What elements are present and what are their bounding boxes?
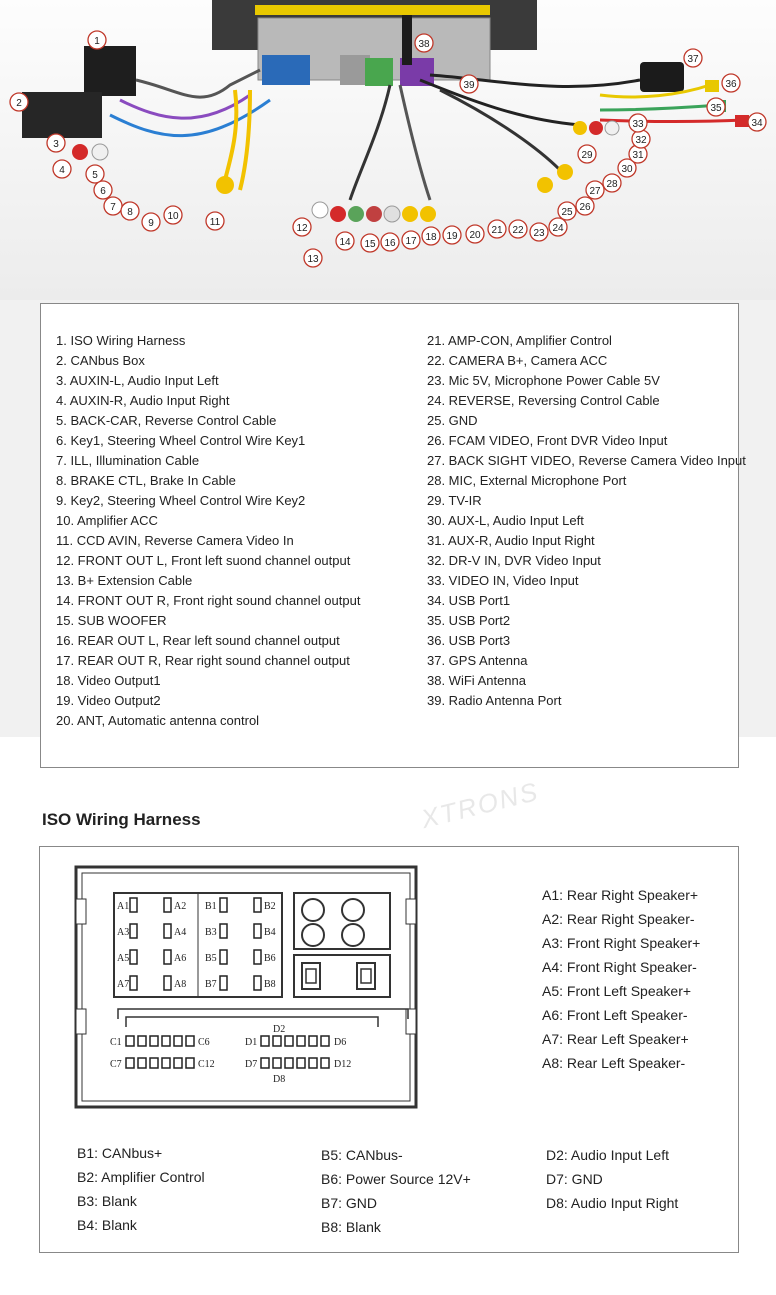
- legend-item: 19. Video Output2: [56, 693, 161, 708]
- pin-label: D8: [273, 1074, 286, 1085]
- pin-description: A4: Front Right Speaker-: [542, 959, 697, 975]
- legend-item: 3. AUXIN-L, Audio Input Left: [56, 373, 219, 388]
- svg-text:6: 6: [100, 186, 106, 197]
- svg-text:34: 34: [751, 118, 763, 129]
- legend-item: 2. CANbus Box: [56, 353, 145, 368]
- svg-text:24: 24: [552, 223, 564, 234]
- svg-text:14: 14: [339, 237, 351, 248]
- pin-label: B6: [264, 953, 276, 964]
- legend-item: 23. Mic 5V, Microphone Power Cable 5V: [427, 373, 660, 388]
- callout-37: [684, 49, 702, 67]
- legend-item: 20. ANT, Automatic antenna control: [56, 713, 260, 728]
- svg-text:10: 10: [167, 211, 179, 222]
- pin-description: B1: CANbus+: [77, 1145, 163, 1161]
- pin-label: A5: [117, 953, 130, 964]
- svg-text:21: 21: [491, 225, 503, 236]
- svg-text:18: 18: [425, 232, 437, 243]
- callout-38: [415, 34, 433, 52]
- svg-text:15: 15: [364, 239, 376, 250]
- legend-item: 34. USB Port1: [427, 593, 511, 608]
- callout-32: [632, 130, 650, 148]
- svg-text:12: 12: [296, 223, 308, 234]
- svg-text:20: 20: [469, 230, 481, 241]
- pin-label: A8: [174, 979, 187, 990]
- callout-24: [549, 218, 567, 236]
- legend-item: 33. VIDEO IN, Video Input: [427, 573, 579, 588]
- svg-text:5: 5: [92, 170, 98, 181]
- head-unit: [212, 0, 537, 86]
- callout-29: [578, 145, 596, 163]
- legend-item: 21. AMP-CON, Amplifier Control: [427, 333, 612, 348]
- pin-description: A2: Rear Right Speaker-: [542, 911, 695, 927]
- pin-label: D6: [334, 1037, 347, 1048]
- pin-label: B2: [264, 901, 276, 912]
- watermark: XTRONS: [418, 775, 543, 835]
- callout-39: [460, 75, 478, 93]
- svg-text:3: 3: [53, 139, 59, 150]
- pin-label: C1: [110, 1037, 122, 1048]
- legend-item: 27. BACK SIGHT VIDEO, Reverse Camera Video Input: [427, 453, 746, 468]
- callout-13: [304, 249, 322, 267]
- legend-item: 16. REAR OUT L, Rear left sound channel output: [56, 633, 340, 648]
- svg-text:23: 23: [533, 228, 545, 239]
- svg-text:1: 1: [94, 36, 100, 47]
- legend-item: 13. B+ Extension Cable: [56, 573, 193, 588]
- legend-item: 1. ISO Wiring Harness: [56, 333, 186, 348]
- component-legend: [40, 303, 746, 768]
- svg-text:26: 26: [579, 202, 591, 213]
- svg-text:30: 30: [621, 164, 633, 175]
- legend-item: 25. GND: [427, 413, 478, 428]
- svg-text:29: 29: [581, 150, 593, 161]
- callout-9: [142, 213, 160, 231]
- pin-label: B5: [205, 953, 217, 964]
- callout-25: [558, 202, 576, 220]
- svg-text:38: 38: [418, 39, 430, 50]
- svg-text:31: 31: [632, 150, 644, 161]
- callout-5: [86, 165, 104, 183]
- b-pin-legend-1: [77, 1141, 205, 1237]
- callout-1: [88, 31, 106, 49]
- svg-text:27: 27: [589, 186, 601, 197]
- legend-item: 29. TV-IR: [427, 493, 482, 508]
- svg-text:7: 7: [110, 202, 116, 213]
- pin-description: A8: Rear Left Speaker-: [542, 1055, 686, 1071]
- pin-label: D7: [245, 1059, 258, 1070]
- svg-text:33: 33: [632, 119, 644, 130]
- gps-antenna: [640, 62, 684, 92]
- legend-item: 9. Key2, Steering Wheel Control Wire Key2: [56, 493, 306, 508]
- legend-item: 24. REVERSE, Reversing Control Cable: [427, 393, 660, 408]
- legend-item: 5. BACK-CAR, Reverse Control Cable: [56, 413, 277, 428]
- callout-26: [576, 197, 594, 215]
- callout-6: [94, 181, 112, 199]
- callout-34: [748, 113, 766, 131]
- section-title: ISO Wiring Harness: [42, 810, 201, 829]
- iso-diagram-panel: [39, 846, 739, 1253]
- pin-description: D2: Audio Input Left: [546, 1147, 669, 1163]
- pin-description: A6: Front Left Speaker-: [542, 1007, 688, 1023]
- legend-item: 30. AUX-L, Audio Input Left: [427, 513, 584, 528]
- canbus-box: [22, 92, 102, 138]
- callout-15: [361, 234, 379, 252]
- legend-column-left: [56, 331, 360, 731]
- pin-description: B5: CANbus-: [321, 1147, 403, 1163]
- svg-text:4: 4: [59, 165, 65, 176]
- legend-item: 18. Video Output1: [56, 673, 161, 688]
- pin-label: C6: [198, 1037, 210, 1048]
- svg-text:9: 9: [148, 218, 154, 229]
- pin-description: A5: Front Left Speaker+: [542, 983, 692, 999]
- legend-item: 22. CAMERA B+, Camera ACC: [427, 353, 608, 368]
- callout-12: [293, 218, 311, 236]
- pin-description: B6: Power Source 12V+: [321, 1171, 471, 1187]
- pin-label: B8: [264, 979, 276, 990]
- pin-label: A3: [117, 927, 130, 938]
- svg-text:16: 16: [384, 238, 396, 249]
- legend-item: 8. BRAKE CTL, Brake In Cable: [56, 473, 236, 488]
- legend-item: 26. FCAM VIDEO, Front DVR Video Input: [427, 433, 668, 448]
- callout-36: [722, 74, 740, 92]
- pin-label: B4: [264, 927, 276, 938]
- pin-description: D8: Audio Input Right: [546, 1195, 679, 1211]
- legend-item: 12. FRONT OUT L, Front left suond channel output: [56, 553, 351, 568]
- legend-item: 15. SUB WOOFER: [56, 613, 167, 628]
- wiring-photo: [0, 0, 776, 300]
- legend-item: 36. USB Port3: [427, 633, 511, 648]
- pin-label: D12: [334, 1059, 352, 1070]
- svg-text:8: 8: [127, 207, 133, 218]
- callout-28: [603, 174, 621, 192]
- a-pin-legend: [542, 883, 700, 1075]
- pin-description: A7: Rear Left Speaker+: [542, 1031, 689, 1047]
- callout-17: [402, 231, 420, 249]
- pin-description: D7: GND: [546, 1171, 603, 1187]
- svg-text:19: 19: [446, 231, 458, 242]
- svg-text:2: 2: [16, 98, 22, 109]
- legend-item: 31. AUX-R, Audio Input Right: [427, 533, 595, 548]
- legend-item: 6. Key1, Steering Wheel Control Wire Key1: [56, 433, 306, 448]
- svg-text:28: 28: [606, 179, 618, 190]
- legend-item: 11. CCD AVIN, Reverse Camera Video In: [56, 533, 294, 548]
- pin-label: D1: [245, 1037, 258, 1048]
- pin-label: C7: [110, 1059, 122, 1070]
- svg-text:11: 11: [209, 217, 221, 228]
- pin-description: B7: GND: [321, 1195, 378, 1211]
- legend-item: 7. ILL, Illumination Cable: [56, 453, 200, 468]
- svg-text:17: 17: [405, 236, 417, 247]
- legend-item: 32. DR-V IN, DVR Video Input: [427, 553, 601, 568]
- callout-20: [466, 225, 484, 243]
- callout-23: [530, 223, 548, 241]
- pin-description: A1: Rear Right Speaker+: [542, 887, 699, 903]
- callout-8: [121, 202, 139, 220]
- pin-label: A4: [174, 927, 187, 938]
- svg-text:36: 36: [725, 79, 737, 90]
- callout-33: [629, 114, 647, 132]
- pin-description: B2: Amplifier Control: [77, 1169, 205, 1185]
- pin-label: C12: [198, 1059, 215, 1070]
- legend-item: 17. REAR OUT R, Rear right sound channel output: [56, 653, 350, 668]
- legend-column-right: [427, 331, 746, 711]
- b-pin-legend-2: [321, 1143, 471, 1239]
- rca-plugs: [72, 80, 749, 222]
- callout-22: [509, 220, 527, 238]
- legend-item: 35. USB Port2: [427, 613, 511, 628]
- callout-27: [586, 181, 604, 199]
- harness-illustration: [0, 0, 776, 300]
- iso-harness-box: [84, 46, 136, 96]
- pin-label: A2: [174, 901, 187, 912]
- pin-description: B3: Blank: [77, 1193, 137, 1209]
- legend-item: 4. AUXIN-R, Audio Input Right: [56, 393, 230, 408]
- callout-4: [53, 160, 71, 178]
- pin-description: A3: Front Right Speaker+: [542, 935, 701, 951]
- legend-item: 10. Amplifier ACC: [56, 513, 158, 528]
- svg-text:25: 25: [561, 207, 573, 218]
- pin-label: B1: [205, 901, 217, 912]
- legend-item: 37. GPS Antenna: [427, 653, 528, 668]
- pin-label: A1: [117, 901, 130, 912]
- pin-label: A6: [174, 953, 187, 964]
- svg-text:13: 13: [307, 254, 319, 265]
- legend-item: 39. Radio Antenna Port: [427, 693, 562, 708]
- callout-7: [104, 197, 122, 215]
- pin-label: A7: [117, 979, 130, 990]
- callout-10: [164, 206, 182, 224]
- callout-19: [443, 226, 461, 244]
- iso-connector-diagram: [68, 859, 538, 1119]
- pin-description: B8: Blank: [321, 1219, 381, 1235]
- callout-18: [422, 227, 440, 245]
- svg-text:35: 35: [710, 103, 722, 114]
- legend-item: 28. MIC, External Microphone Port: [427, 473, 627, 488]
- pin-label: D2: [273, 1024, 286, 1035]
- pin-description: B4: Blank: [77, 1217, 137, 1233]
- pin-label: B7: [205, 979, 217, 990]
- svg-text:22: 22: [512, 225, 524, 236]
- callout-3: [47, 134, 65, 152]
- pin-label: B3: [205, 927, 217, 938]
- callout-21: [488, 220, 506, 238]
- callout-16: [381, 233, 399, 251]
- legend-item: 38. WiFi Antenna: [427, 673, 526, 688]
- callout-35: [707, 98, 725, 116]
- d-pin-legend: [546, 1143, 678, 1215]
- legend-item: 14. FRONT OUT R, Front right sound channel output: [56, 593, 361, 608]
- svg-text:37: 37: [687, 54, 699, 65]
- svg-text:32: 32: [635, 135, 647, 146]
- callout-14: [336, 232, 354, 250]
- callout-11: [206, 212, 224, 230]
- svg-text:39: 39: [463, 80, 475, 91]
- callout-2: [10, 93, 28, 111]
